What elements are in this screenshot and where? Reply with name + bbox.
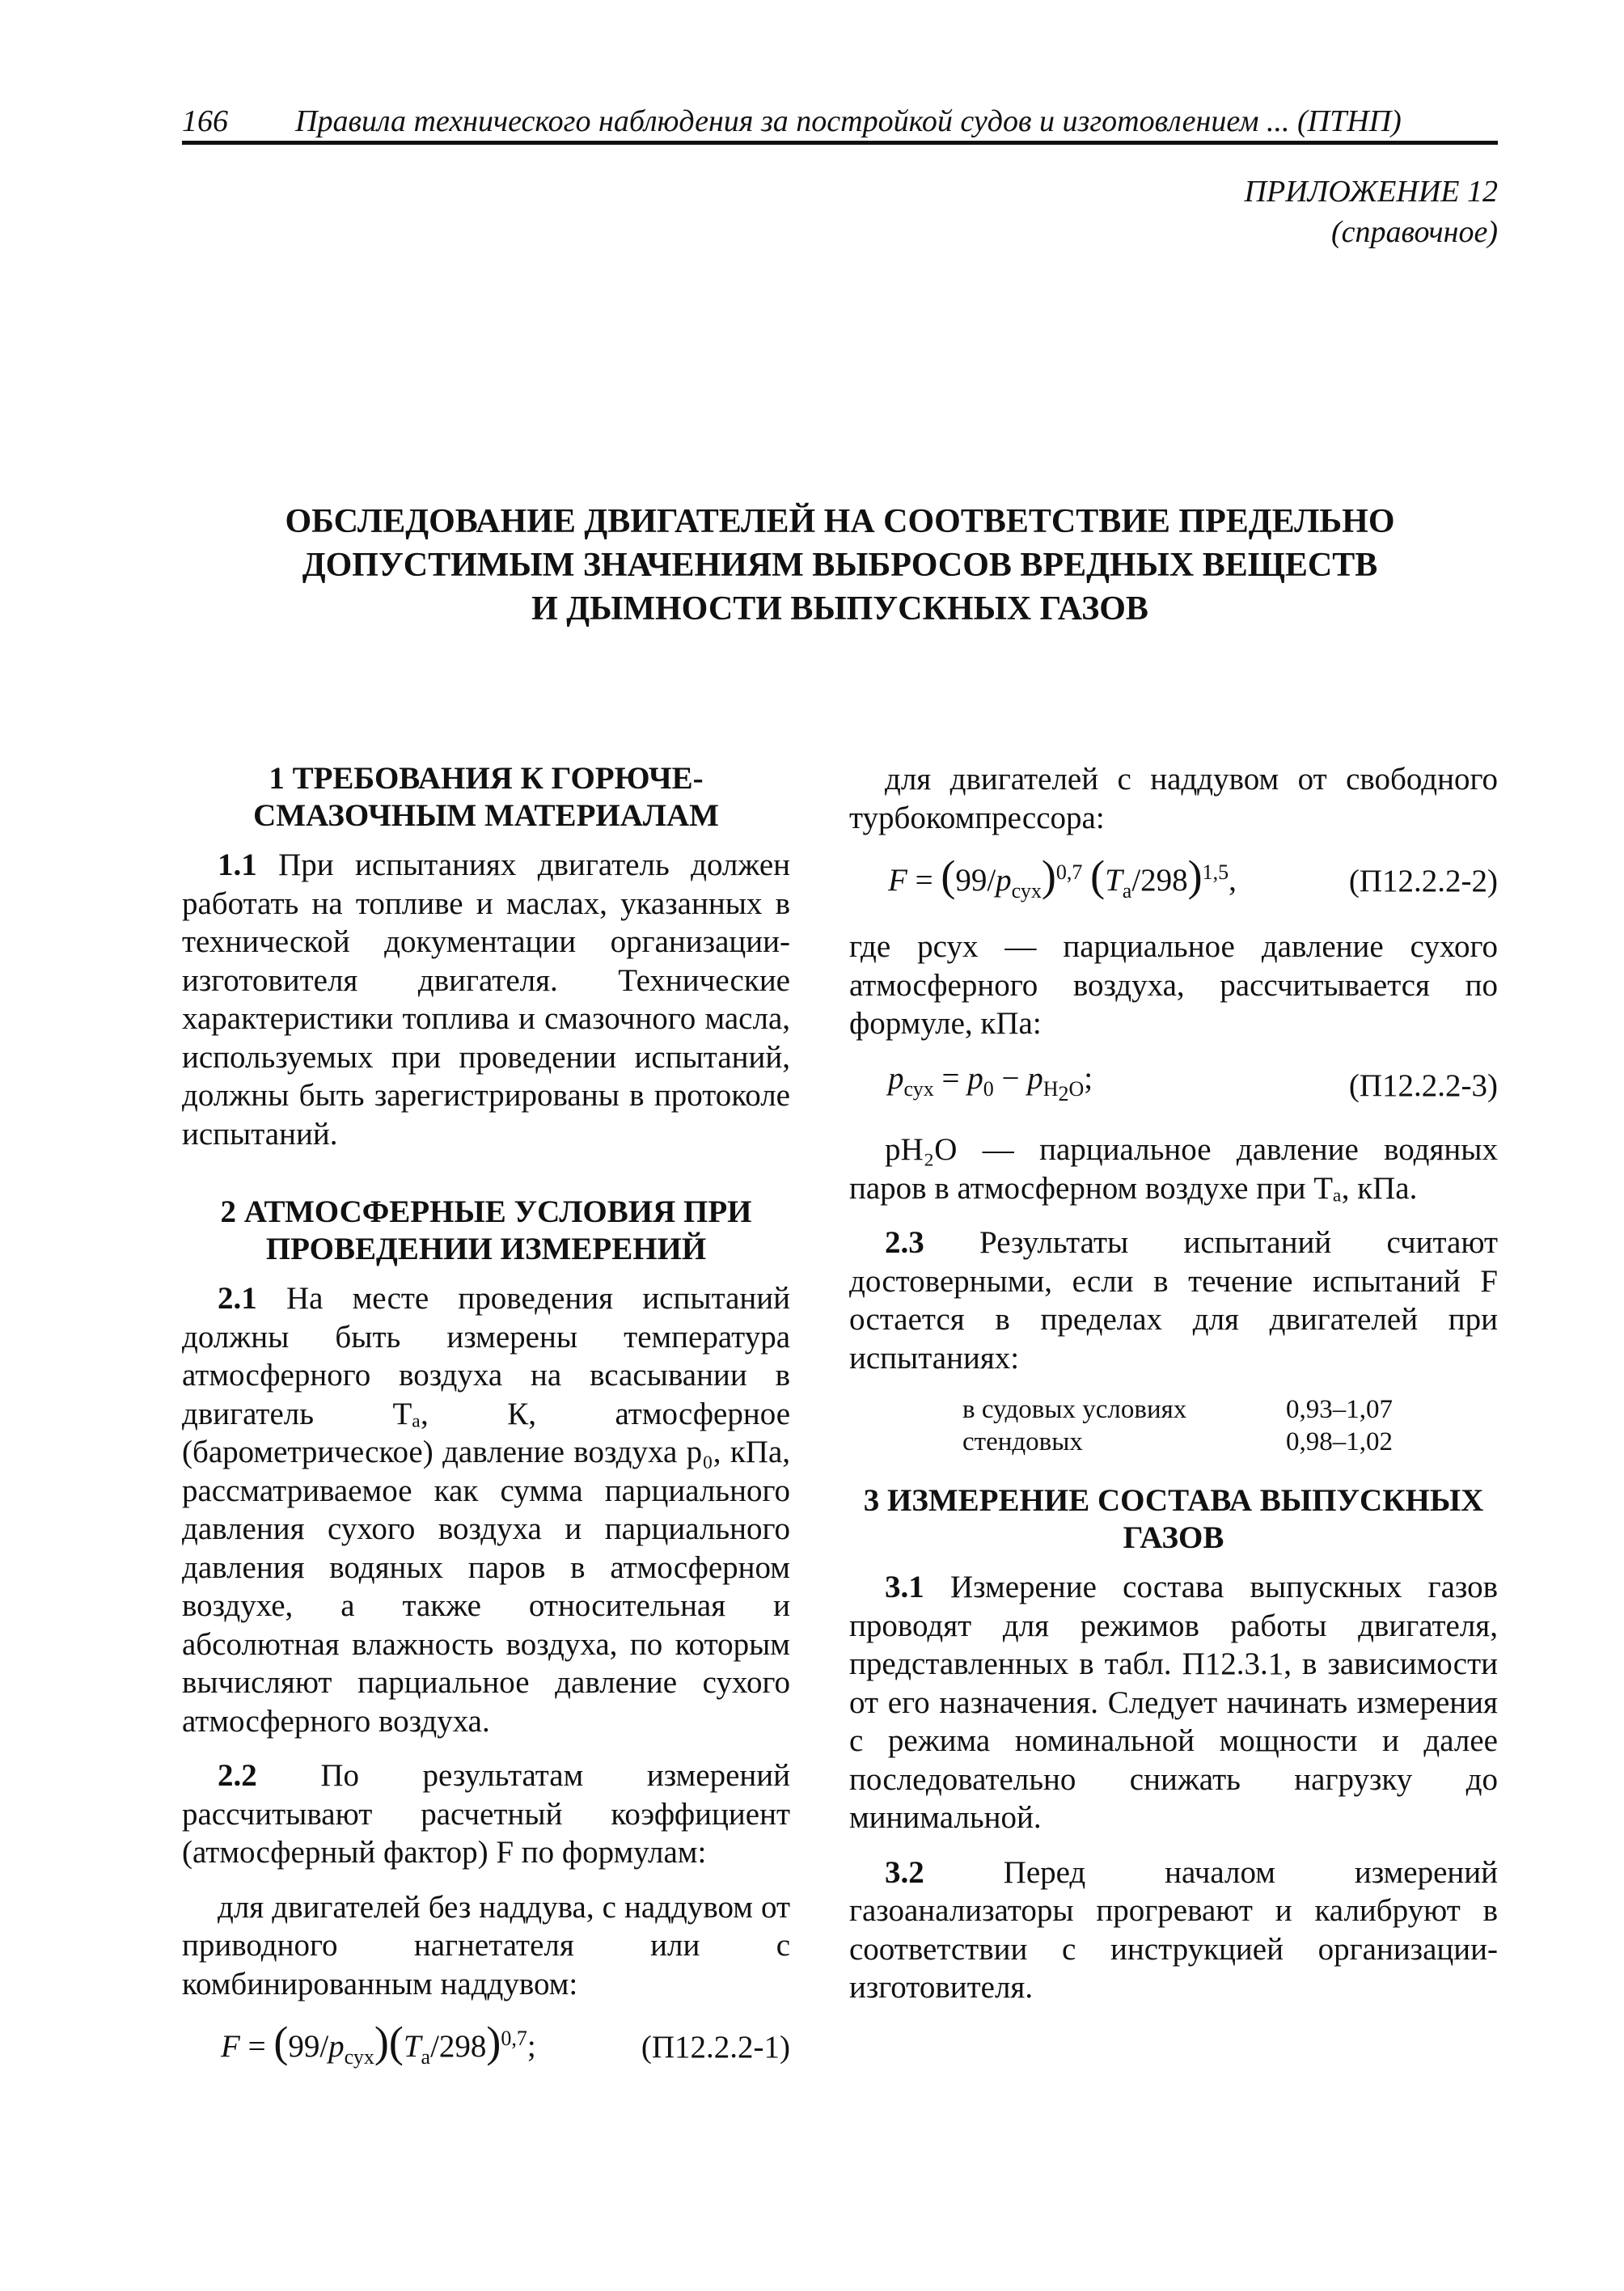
running-title: Правила технического наблюдения за постройкой судов и изготовлением ... (ПТНП) (295, 104, 1402, 138)
formula-1 (182, 2019, 790, 2076)
appendix-number: ПРИЛОЖЕНИЕ 12 (1244, 175, 1498, 209)
clause-number: 2.3 (885, 1225, 924, 1261)
limit-value: 0,93–1,07 (1286, 1395, 1393, 1425)
paragraph-3-2 (849, 1854, 1498, 2007)
paragraph-text: Измерение состава выпускных газов проводят для режимов работы двигателя, представленных в табл. П12.3.1, в зависимости от его назначения. Следует начинать измерения с режима номинальной мощности и далее последовательно снижать нагрузку до минимальной. (849, 1570, 1498, 1836)
formula-tag: (П12.2.2-1) (641, 2030, 790, 2065)
limit-row (962, 1426, 1498, 1458)
section-3-heading: 3 ИЗМЕРЕНИЕ СОСТАВА ВЫПУСКНЫХ ГАЗОВ (863, 1483, 1484, 1556)
page-number: 166 (182, 104, 228, 138)
formula-2 (849, 853, 1498, 910)
title-line: ДОПУСТИМЫМ ЗНАЧЕНИЯМ ВЫБРОСОВ ВРЕДНЫХ ВЕЩЕСТВ (302, 547, 1378, 584)
paragraph-where: где pсух — парциальное давление сухого атмосферного воздуха, рассчитывается по формуле, кПа: (849, 929, 1498, 1042)
right-column (849, 760, 1498, 2023)
paragraph-text: На месте проведения испытаний должны быть измерены температура атмосферного воздуха на всасывании в двигатель Tₐ, К, атмосферное (барометрическое) давление воздуха p₀, кПа, рассматриваемое как сумма парциального давления сухого воздуха и парциального давления водяных паров в атмосферном воздухе, а также относительная и абсолютная влажность воздуха, по которым вычисляют парциальное давление сухого атмосферного воздуха. (182, 1281, 791, 1739)
paragraph-2-3 (849, 1224, 1498, 1377)
paragraph-text: При испытаниях двигатель должен работать на топливе и маслах, указанных в технической документации организации-изготовителя двигателя. Технические характеристики топлива и смазочного масла, используемых при проведении испытаний, должны быть зарегистрированы в протоколе испытаний. (182, 848, 791, 1152)
limit-label: в судовых условиях (962, 1395, 1187, 1425)
title-line: И ДЫМНОСТИ ВЫПУСКНЫХ ГАЗОВ (531, 590, 1148, 628)
paragraph-ph2o: pH₂O — парциальное давление водяных паров в атмосферном воздухе при Tₐ, кПа. (849, 1132, 1498, 1206)
appendix-label (1245, 171, 1498, 252)
document-title (182, 500, 1498, 631)
paragraph-3-1 (849, 1568, 1498, 1837)
formula-tag: (П12.2.2-2) (1348, 864, 1498, 899)
formula-expression: $p_{сух} = p_0 - p_{H_2O}$; (888, 1060, 1093, 1105)
limit-row (962, 1393, 1498, 1426)
paragraph-text: Результаты испытаний считают достоверными, если в течение испытаний F остается в пределах для двигателей при испытаниях: (849, 1225, 1499, 1376)
limit-value: 0,98–1,02 (1286, 1427, 1393, 1457)
formula-expression: $F = (99/p_{сух})^{0,7}$ $(T_a/298)^{1,5}$, (888, 852, 1237, 902)
paragraph-text: Перед началом измерений газоанализаторы прогревают и калибруют в соответствии с инструкцией организации-изготовителя. (849, 1854, 1498, 2006)
clause-number: 1.1 (218, 848, 257, 882)
left-column (182, 760, 790, 2094)
limit-label: стендовых (962, 1427, 1083, 1457)
clause-number: 2.1 (218, 1281, 257, 1316)
formula-tag: (П12.2.2-3) (1348, 1068, 1498, 1104)
paragraph-2-2-a: для двигателей без наддува, с наддувом от приводного нагнетателя или с комбинированным наддувом: (182, 1889, 790, 2001)
section-1-heading: 1 ТРЕБОВАНИЯ К ГОРЮЧЕ-СМАЗОЧНЫМ МАТЕРИАЛАМ (253, 761, 719, 833)
appendix-type: (справочное) (1330, 215, 1498, 249)
section-2-heading: 2 АТМОСФЕРНЫЕ УСЛОВИЯ ПРИ ПРОВЕДЕНИИ ИЗМЕРЕНИЙ (220, 1194, 752, 1266)
paragraph-1-1 (182, 846, 790, 1153)
formula-expression: $F = (99/p_{сух})(T_a/298)^{0,7}$; (221, 2018, 536, 2069)
clause-number: 2.2 (218, 1758, 257, 1793)
formula-3 (849, 1059, 1498, 1113)
paragraph-2-2 (182, 1756, 790, 1872)
clause-number: 3.2 (885, 1854, 924, 1890)
limits-list (962, 1393, 1498, 1458)
title-line: ОБСЛЕДОВАНИЕ ДВИГАТЕЛЕЙ НА СООТВЕТСТВИЕ ПРЕДЕЛЬНО (285, 503, 1395, 540)
running-header (182, 104, 1498, 145)
paragraph-2-2-b: для двигателей с наддувом от свободного турбокомпрессора: (849, 762, 1498, 835)
paragraph-2-1 (182, 1279, 790, 1740)
paragraph-text: По результатам измерений рассчитывают расчетный коэффициент (атмосферный фактор) F по формулам: (182, 1758, 790, 1870)
clause-number: 3.1 (885, 1570, 924, 1605)
